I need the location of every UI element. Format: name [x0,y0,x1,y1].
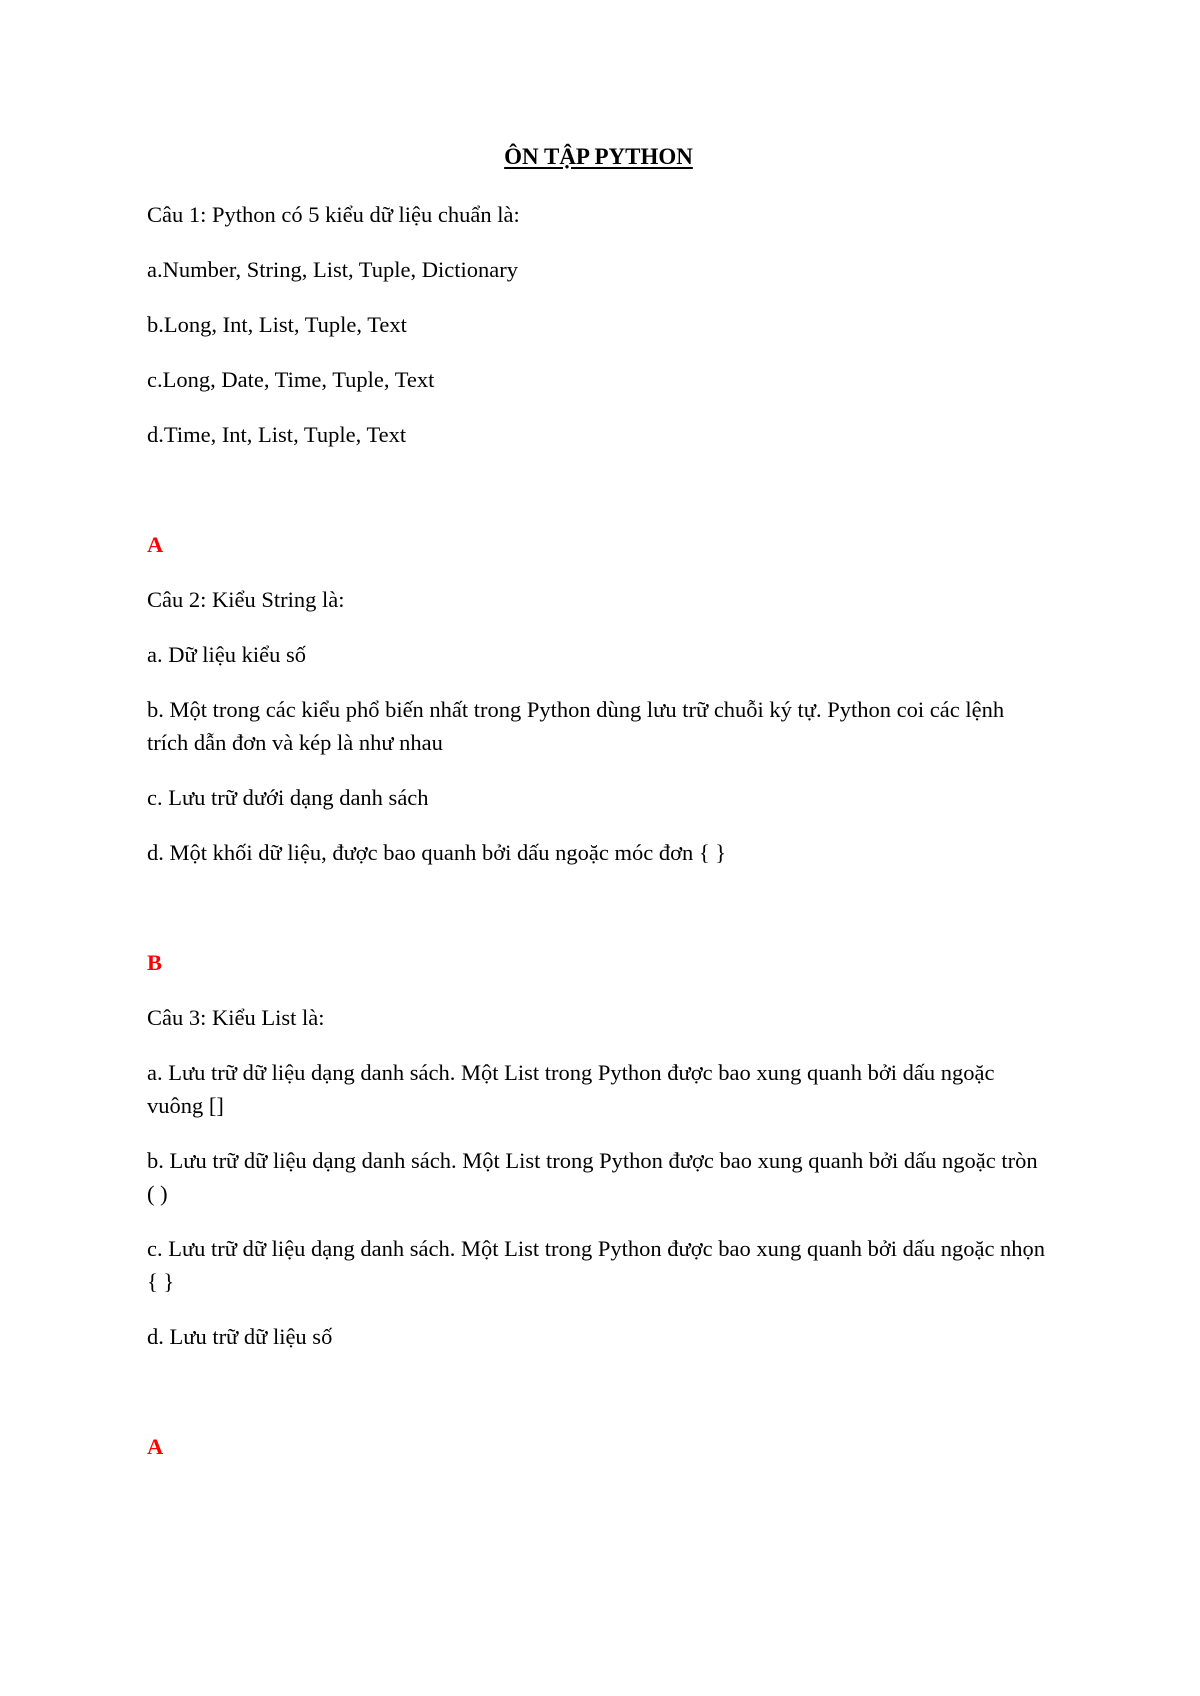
question-prompt: Câu 1: Python có 5 kiểu dữ liệu chuẩn là: [147,202,520,227]
question-block-1 [147,198,1050,561]
question-prompt: Câu 2: Kiểu String là: [147,587,345,612]
option-a: a.Number, String, List, Tuple, Dictionary [147,257,518,282]
option-b: b. Một trong các kiểu phổ biến nhất trong Python dùng lưu trữ chuỗi ký tự. Python coi các lệnh trích dẫn đơn và kép là như nhau [147,697,1005,755]
option-c: c. Lưu trữ dữ liệu dạng danh sách. Một List trong Python được bao xung quanh bởi dấu ngoặc nhọn { } [147,1236,1046,1294]
option-d: d. Lưu trữ dữ liệu số [147,1324,333,1349]
option-c: c. Lưu trữ dưới dạng danh sách [147,785,429,810]
question-block-3 [147,1001,1050,1463]
option-a: a. Lưu trữ dữ liệu dạng danh sách. Một List trong Python được bao xung quanh bởi dấu ngoặc vuông [] [147,1060,995,1118]
option-d: d. Một khối dữ liệu, được bao quanh bởi dấu ngoặc móc đơn { } [147,840,727,865]
option-d: d.Time, Int, List, Tuple, Text [147,422,407,447]
option-a: a. Dữ liệu kiểu số [147,642,307,667]
option-c: c.Long, Date, Time, Tuple, Text [147,367,435,392]
page-title: ÔN TẬP PYTHON [504,144,693,169]
question-prompt: Câu 3: Kiểu List là: [147,1005,325,1030]
question-block-2 [147,583,1050,979]
answer-key: A [147,532,164,557]
option-b: b.Long, Int, List, Tuple, Text [147,312,407,337]
option-b: b. Lưu trữ dữ liệu dạng danh sách. Một List trong Python được bao xung quanh bởi dấu ngoặc tròn ( ) [147,1148,1038,1206]
answer-key: B [147,950,163,975]
answer-key: A [147,1434,164,1459]
